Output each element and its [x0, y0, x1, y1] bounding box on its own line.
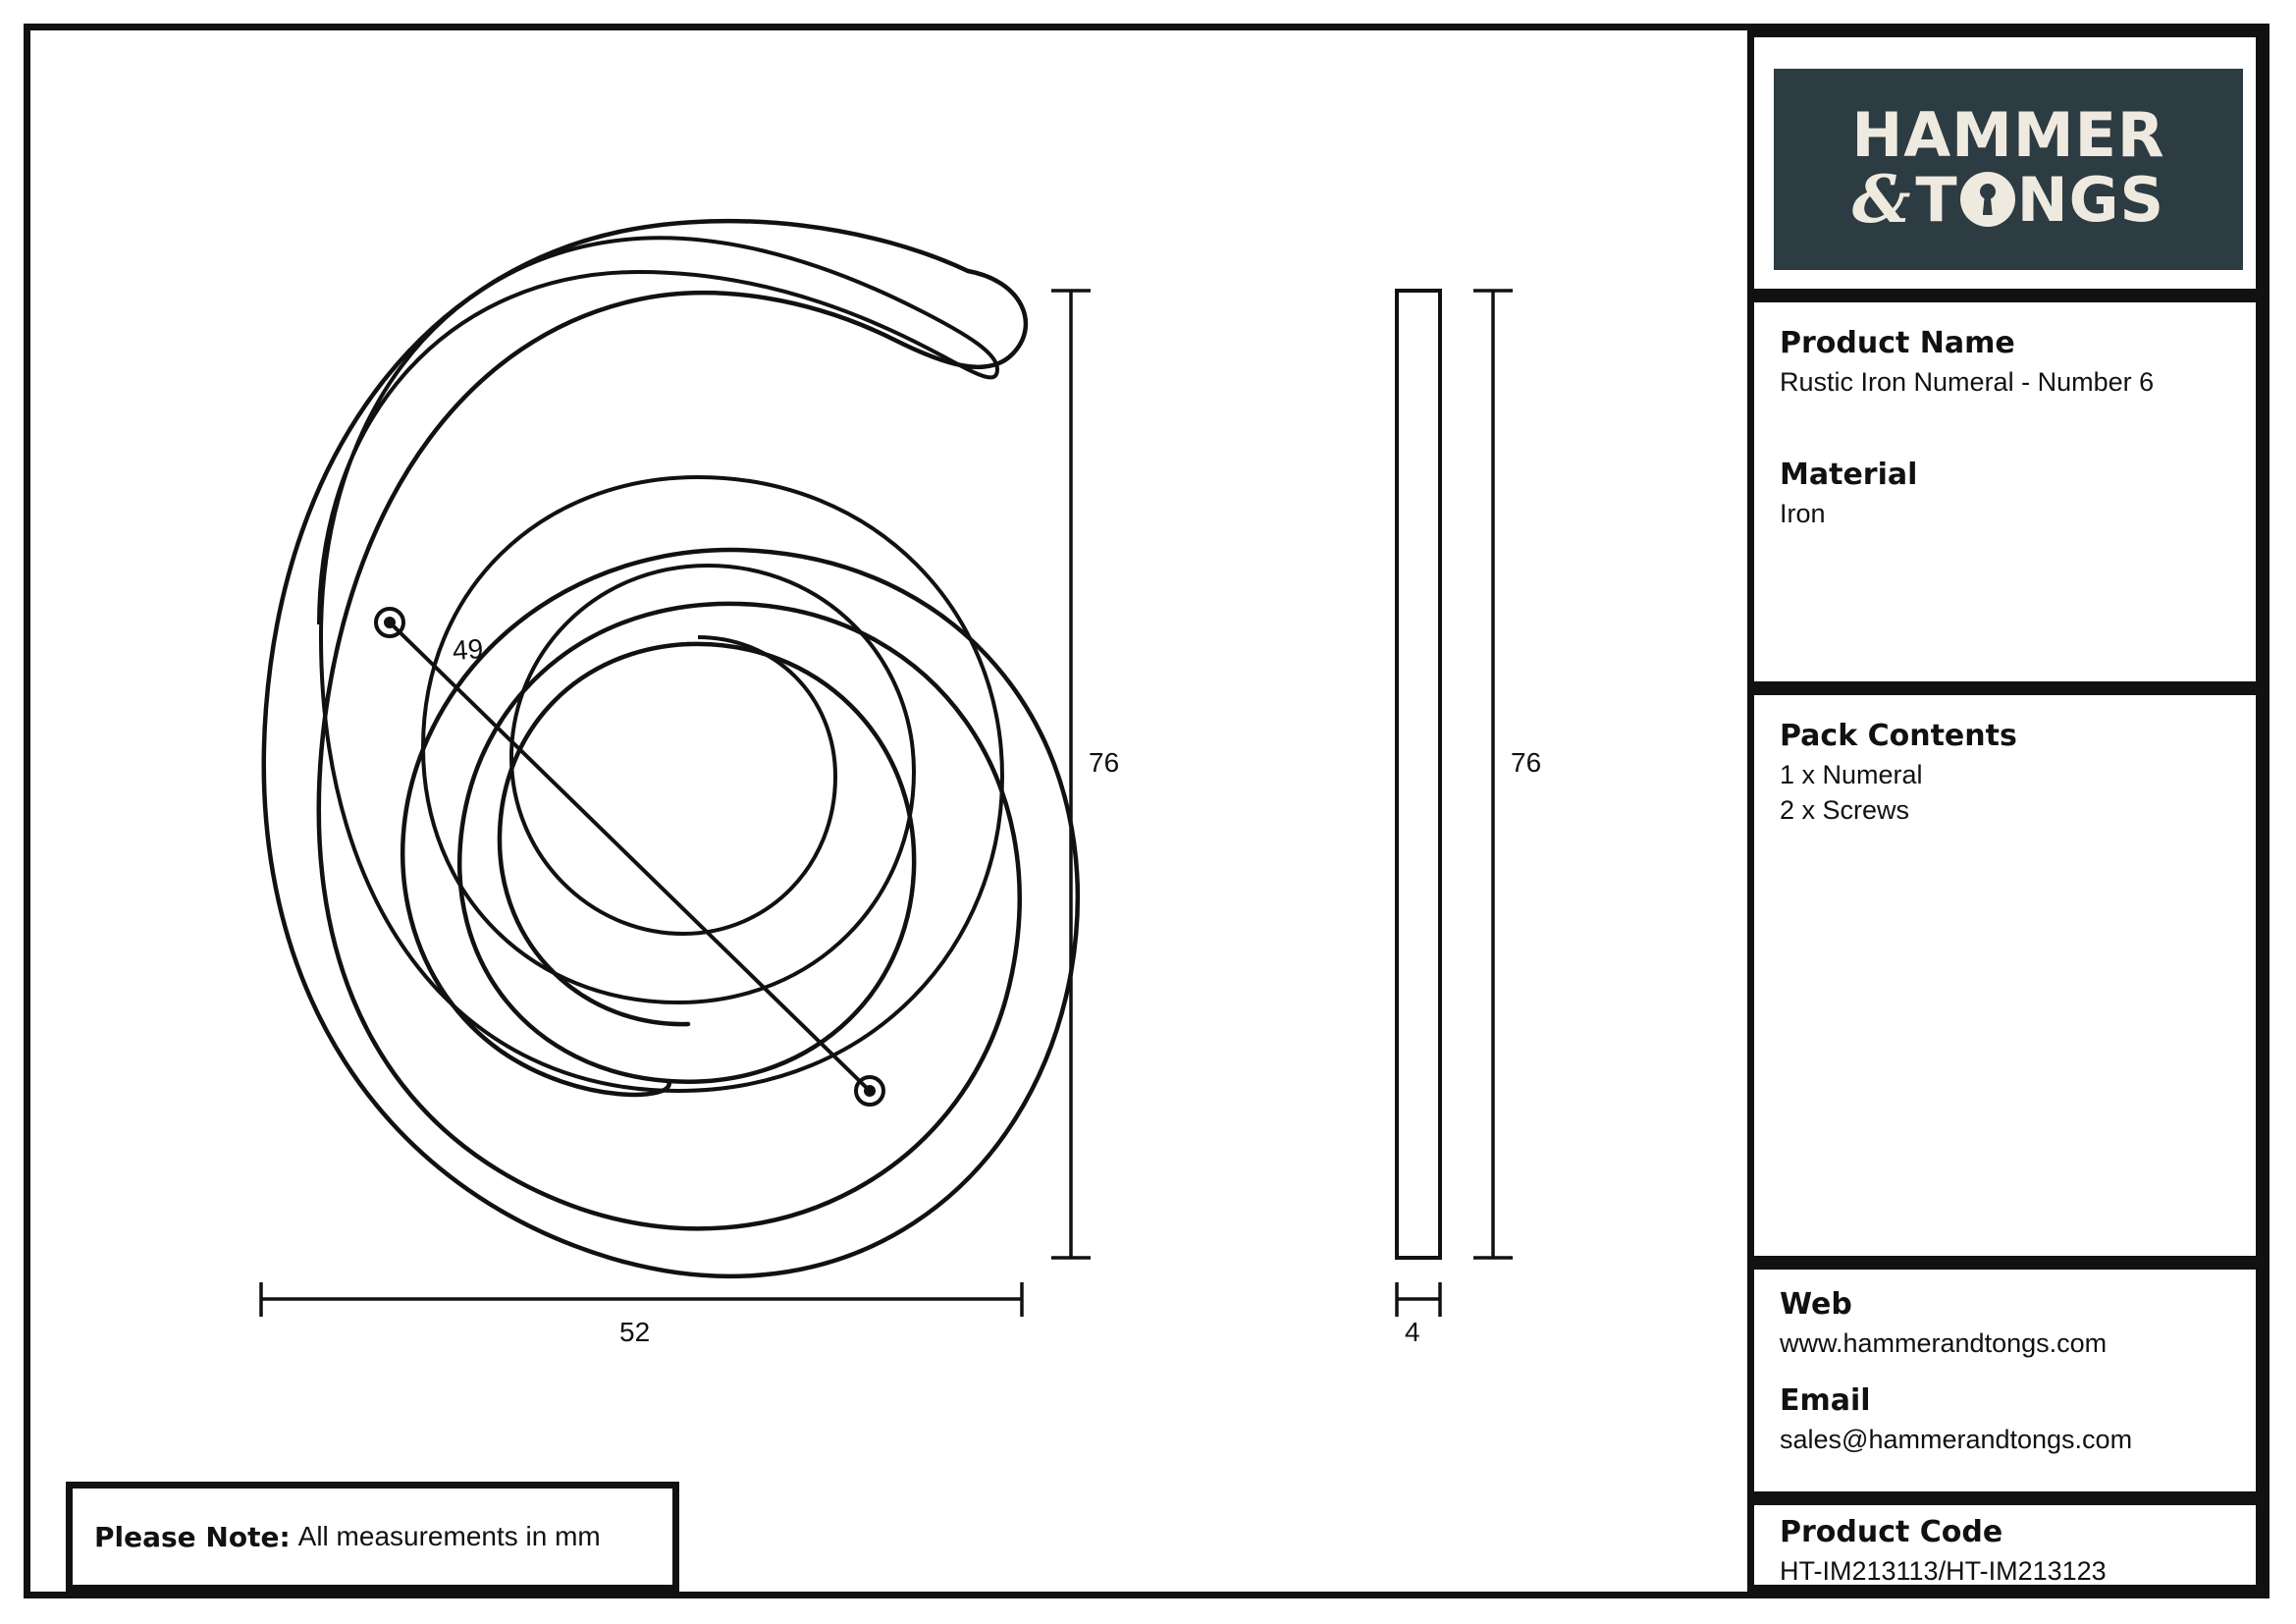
pack-contents-panel	[1747, 688, 2263, 1263]
info-column	[1747, 30, 2263, 1592]
side-view-profile	[1397, 291, 1440, 1258]
dimension-height-side	[1473, 291, 1513, 1258]
drawing-area	[30, 30, 1744, 1592]
web-label: Web	[1780, 1287, 1852, 1322]
product-code-value: HT-IM213113/HT-IM213123	[1780, 1556, 2107, 1586]
dimension-label-hole-spacing: 49	[451, 632, 485, 667]
product-code-panel	[1747, 1498, 2263, 1592]
numeral-drawing	[30, 30, 1744, 1592]
product-name-value: Rustic Iron Numeral - Number 6	[1780, 367, 2155, 397]
brand-logo	[1774, 69, 2243, 270]
mounting-holes	[376, 609, 883, 1105]
email-label: Email	[1780, 1383, 1871, 1418]
product-name-label: Product Name	[1780, 326, 2015, 360]
dimension-thickness-side	[1397, 1282, 1440, 1317]
material-label: Material	[1780, 458, 1918, 492]
dimension-label-height-side: 76	[1511, 747, 1542, 778]
numeral-6-outline	[319, 238, 1002, 1091]
logo-line-2	[1851, 160, 2165, 238]
ampersand-glyph: &	[1851, 160, 1912, 238]
material-value: Iron	[1780, 499, 1826, 528]
logo-letters-ngs: NGS	[2016, 163, 2165, 236]
product-panel	[1747, 296, 2263, 688]
email-value[interactable]: sales@hammerandtongs.com	[1780, 1425, 2133, 1454]
numeral-glyph	[264, 221, 1078, 1276]
keyhole-icon	[1960, 172, 2015, 227]
product-code-label: Product Code	[1780, 1515, 2003, 1549]
web-value[interactable]: www.hammerandtongs.com	[1780, 1328, 2108, 1358]
pack-contents-item-2: 2 x Screws	[1780, 795, 1910, 826]
dimension-width-front	[261, 1282, 1022, 1317]
pack-contents-item-1: 1 x Numeral	[1780, 760, 1923, 789]
dimension-label-width-front: 52	[619, 1317, 651, 1347]
note-text: All measurements in mm	[297, 1521, 601, 1551]
logo-line-1: HAMMER	[1851, 98, 2165, 171]
contact-panel	[1747, 1263, 2263, 1498]
pack-contents-label: Pack Contents	[1780, 719, 2017, 753]
note-label: Please Note:	[94, 1520, 291, 1553]
dimension-label-thickness-side: 4	[1405, 1317, 1420, 1347]
note-panel	[66, 1482, 679, 1592]
logo-panel	[1747, 30, 2263, 296]
dimension-label-height-front: 76	[1089, 747, 1120, 778]
logo-letter-t: T	[1915, 163, 1958, 236]
